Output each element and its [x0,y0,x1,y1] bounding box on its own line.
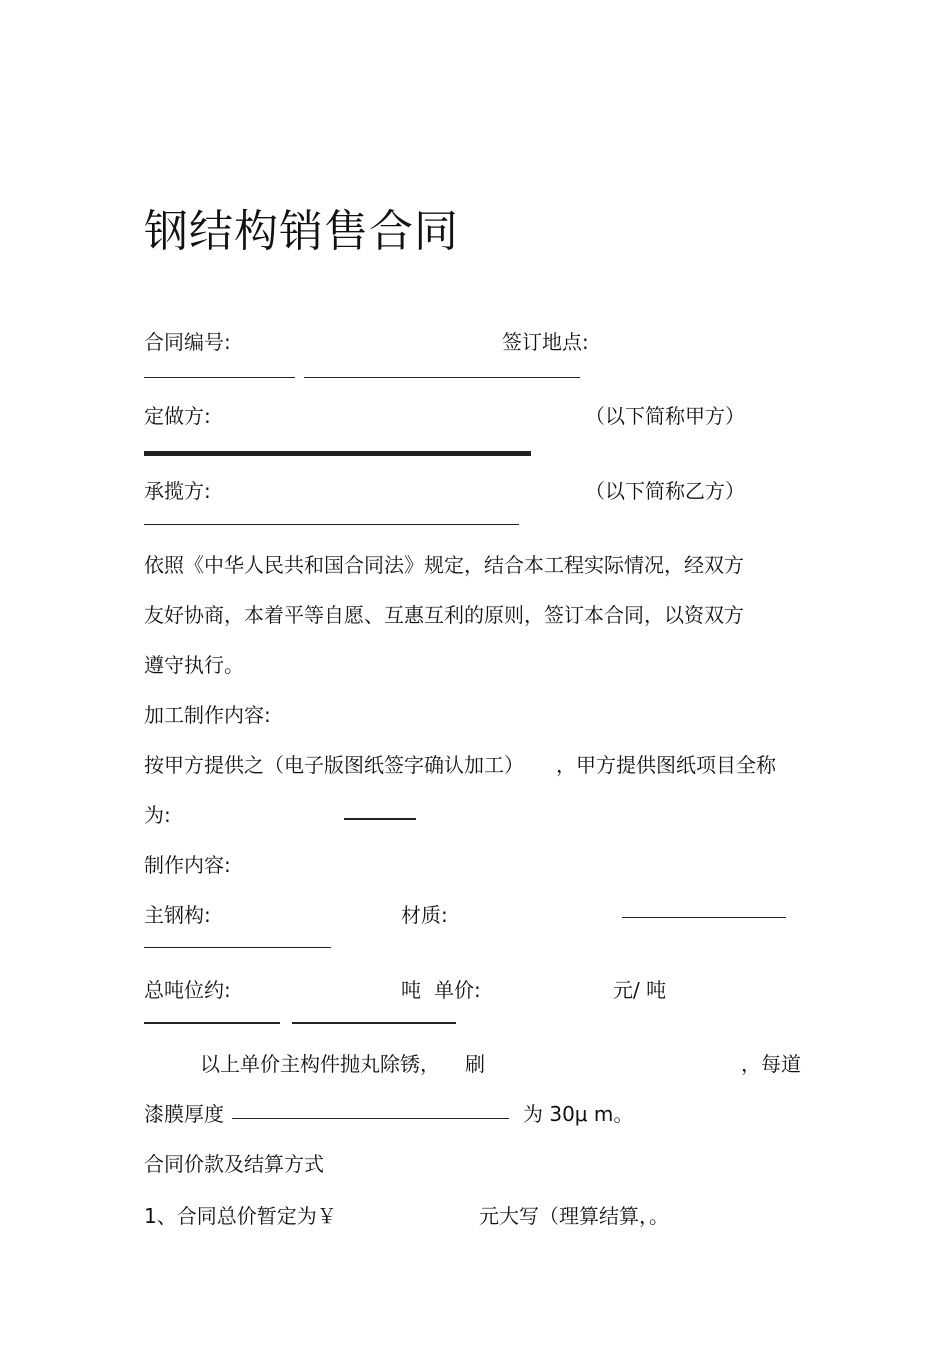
process-heading: 加工制作内容: [144,703,271,727]
party-a-note: （以下简称甲方） [585,404,745,428]
intro-line-3: 遵守执行。 [144,653,244,677]
paint-thickness-line[interactable] [232,1118,509,1119]
document-title: 钢结构销售合同 [144,206,459,257]
intro-line-1: 依照《中华人民共和国合同法》规定，结合本工程实际情况，经双方 [144,553,744,577]
price-line-1a: 1、合同总价暂定为￥ [144,1204,337,1228]
unit-price-label: 单价: [434,978,481,1002]
party-a-line[interactable] [144,451,531,456]
price-heading: 合同价款及结算方式 [144,1152,324,1176]
process-line-1b: ，甲方提供图纸项目全称 [556,753,776,777]
paint-line-2a: 漆膜厚度 [144,1102,224,1126]
content-heading: 制作内容: [144,853,231,877]
material-line[interactable] [622,917,786,918]
unit-price-line[interactable] [292,1022,456,1024]
main-steel-label: 主钢构: [144,903,211,927]
material-label: 材质: [401,903,448,927]
main-steel-line[interactable] [144,947,331,948]
process-line-2: 为: [144,803,171,827]
sign-place-line[interactable] [304,377,580,378]
ton-unit-label: 吨 [401,978,421,1002]
contract-number-label: 合同编号: [144,330,231,354]
party-b-line[interactable] [144,524,519,525]
price-line-1b: 元大写（理算结算，。 [479,1204,669,1228]
intro-line-2: 友好协商，本着平等自愿、互惠互利的原则，签订本合同，以资双方 [144,603,744,627]
sign-place-label: 签订地点: [502,330,589,354]
tonnage-label: 总吨位约: [144,978,231,1002]
tonnage-line[interactable] [144,1022,280,1024]
yuan-per-ton-label: 元/ 吨 [613,978,667,1002]
party-b-label: 承揽方: [144,479,211,503]
paint-line-2b: 为 30μ m。 [523,1102,634,1126]
project-name-line[interactable] [344,818,416,820]
paint-line-1a: 以上单价主构件抛丸除锈， [200,1052,440,1076]
process-line-1a: 按甲方提供之（电子版图纸签字确认加工） [144,753,524,777]
paint-line-1c: ，每道 [741,1052,801,1076]
party-b-note: （以下简称乙方） [585,479,745,503]
contract-number-line[interactable] [144,377,295,378]
party-a-label: 定做方: [144,404,211,428]
paint-line-1b: 刷 [465,1052,485,1076]
